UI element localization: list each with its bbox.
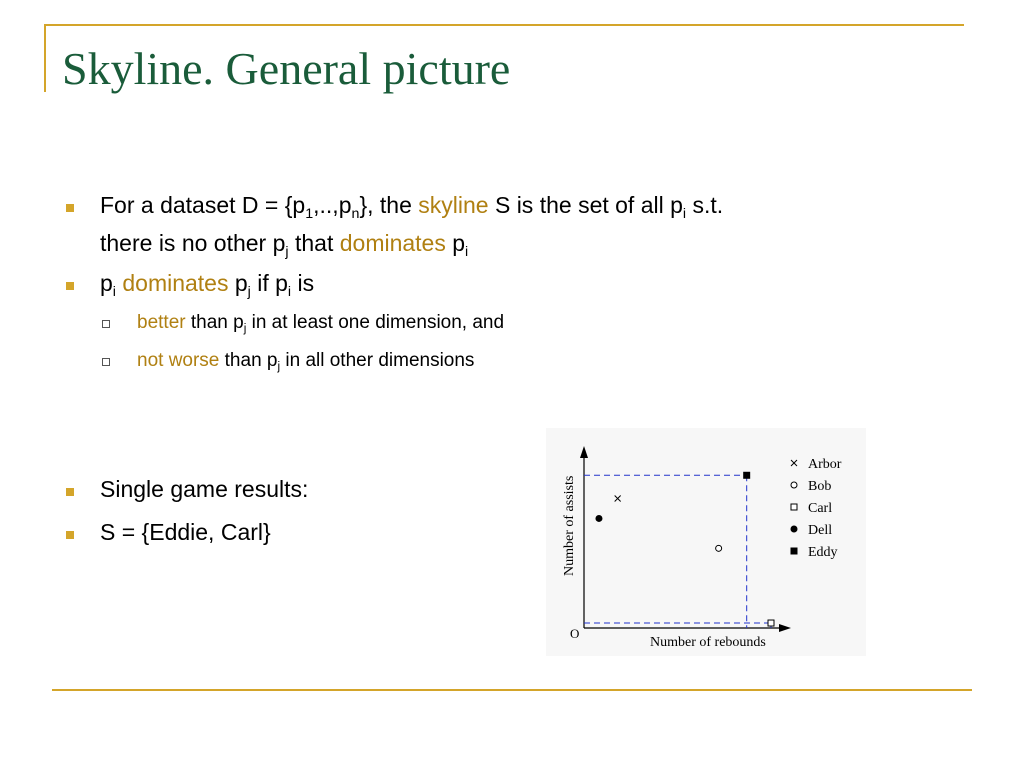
bullet-dataset-definition: For a dataset $D = \{p_1,..,p_n\}$, the skyline S is the set of all $p_i$ s.t. [100,192,724,222]
skyline-figure [546,428,866,656]
legend-marker-arbor [791,460,797,466]
sub-bullet-marker [102,358,110,366]
bullet-dominates: $p_i$ dominates $p_j$ if $p_i$ is [100,270,315,300]
origin-label: O [570,626,580,641]
bullet-marker [66,204,74,212]
bullet-marker [66,488,74,496]
bullet-dataset-definition-cont: there is no other $p_j$ that dominates $p_i$ [100,230,469,260]
slide-title: Skyline. General picture [62,43,511,94]
point-carl [768,620,774,626]
skyline-scatter-chart [546,428,866,656]
sub-bullet-better: better than $p_j$ in at least one dimension, and [137,312,505,336]
bullet-marker [66,531,74,539]
legend-marker-bob [791,482,797,488]
legend-marker-dell [791,526,798,533]
dominates-term: dominates [339,230,446,256]
skyline-term: skyline [418,192,489,218]
y-axis-label: Number of assists [562,475,577,576]
legend-label-dell: Dell [808,523,833,538]
y-axis-arrow [580,446,588,458]
point-arbor [615,496,621,502]
legend-label-carl: Carl [808,501,833,516]
dominates-term: dominates [115,270,229,296]
sub-bullet-marker [102,320,110,328]
legend-label-eddy: Eddy [808,545,838,560]
legend-label-arbor: Arbor [808,457,842,472]
legend-label-bob: Bob [808,479,832,494]
point-bob [716,545,722,551]
point-eddy [743,472,750,479]
bullet-single-game: Single game results: [100,476,309,502]
x-axis-arrow [779,624,791,632]
point-dell [595,515,602,522]
x-axis-label: Number of rebounds [650,635,766,650]
legend-marker-carl [791,504,797,510]
legend-marker-eddy [791,548,798,555]
sub-bullet-not-worse: not worse than $p_j$ in all other dimensions [137,350,475,374]
bullet-marker [66,282,74,290]
bullet-skyline-result: S = {Eddie, Carl} [100,519,271,545]
